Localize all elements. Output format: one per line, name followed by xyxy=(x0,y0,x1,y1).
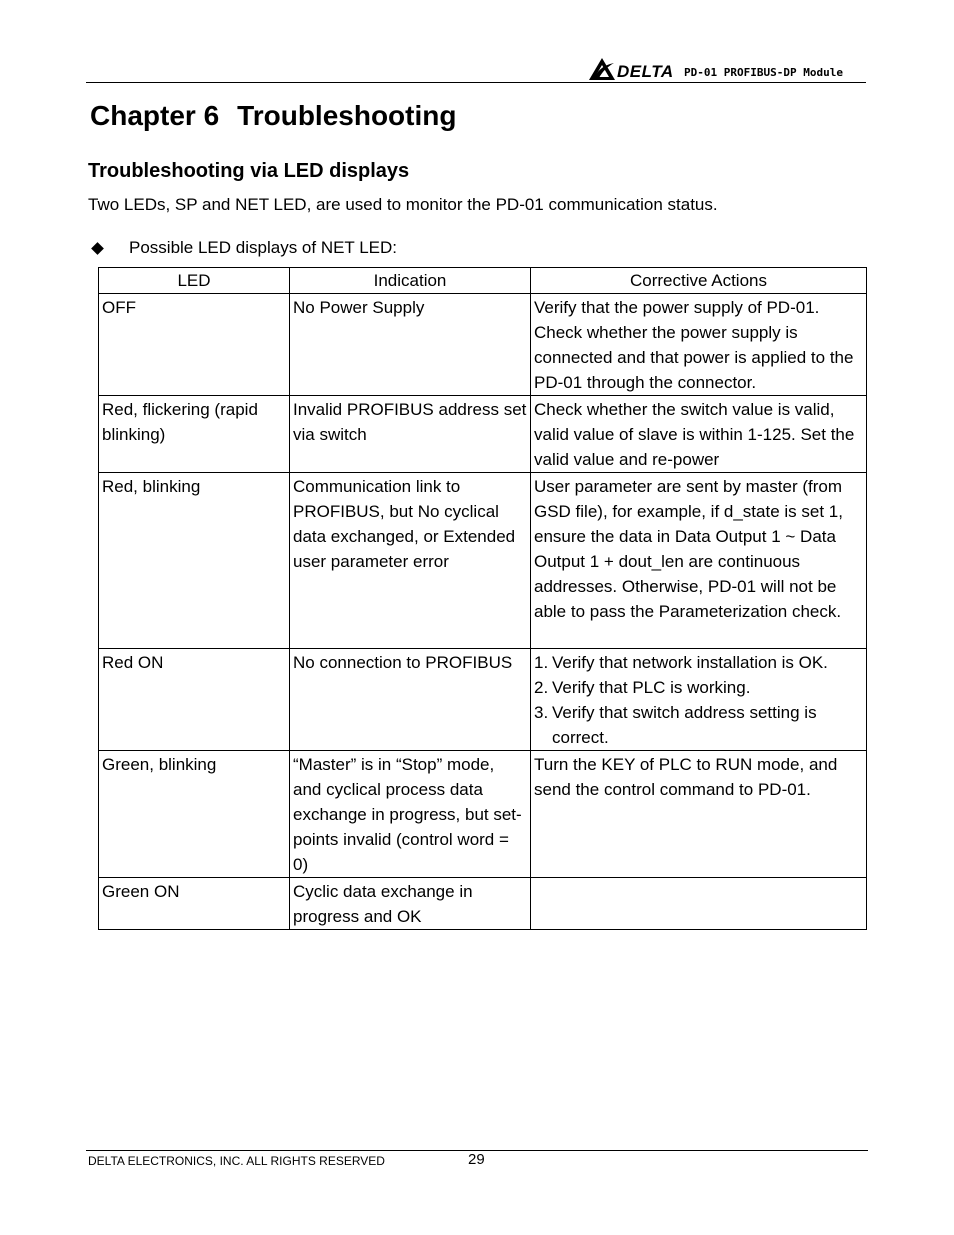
table-row xyxy=(99,751,867,878)
list-item xyxy=(534,675,863,700)
step-number: 2. xyxy=(534,678,549,697)
cell-indication: No connection to PROFIBUS xyxy=(290,649,531,751)
cell-led: Green ON xyxy=(99,878,290,930)
delta-triangle-icon xyxy=(588,57,616,81)
logo-text: DELTA xyxy=(617,62,674,81)
cell-indication: No Power Supply xyxy=(290,294,531,396)
cell-indication: Invalid PROFIBUS address set via switch xyxy=(290,396,531,473)
header-divider xyxy=(86,82,866,83)
cell-led: OFF xyxy=(99,294,290,396)
table-row xyxy=(99,878,867,930)
bullet-item xyxy=(90,237,397,259)
footer-copyright: DELTA ELECTRONICS, INC. ALL RIGHTS RESERVED xyxy=(88,1154,385,1168)
delta-logo xyxy=(588,55,674,81)
section-title: Troubleshooting via LED displays xyxy=(88,160,410,182)
step-text: Verify that switch address setting is correct. xyxy=(552,703,817,747)
table-row xyxy=(99,473,867,649)
chapter-title xyxy=(90,99,456,133)
module-title: PD-01 PROFIBUS-DP Module xyxy=(684,66,843,79)
table-row xyxy=(99,396,867,473)
step-number: 1. xyxy=(534,653,549,672)
header-indication: Indication xyxy=(290,268,531,294)
table-row xyxy=(99,649,867,751)
list-item xyxy=(534,650,863,675)
bullet-text: Possible LED displays of NET LED: xyxy=(129,238,398,257)
cell-led: Red ON xyxy=(99,649,290,751)
cell-indication: Cyclic data exchange in progress and OK xyxy=(290,878,531,930)
diamond-bullet-icon xyxy=(91,242,104,255)
cell-action: Check whether the switch value is valid, valid value of slave is within 1-125. Set the valid value and re-power xyxy=(531,396,867,473)
cell-action: Turn the KEY of PLC to RUN mode, and send the control command to PD-01. xyxy=(531,751,867,878)
cell-indication: “Master” is in “Stop” mode, and cyclical process data exchange in progress, but set-points invalid (control word = 0) xyxy=(290,751,531,878)
cell-action xyxy=(531,649,867,751)
chapter-number: Chapter 6 xyxy=(90,100,220,131)
cell-action xyxy=(531,878,867,930)
step-text: Verify that PLC is working. xyxy=(552,678,751,697)
table-header-row xyxy=(99,268,867,294)
action-steps-list xyxy=(534,650,863,750)
list-item xyxy=(534,700,863,750)
header-corrective-actions: Corrective Actions xyxy=(531,268,867,294)
cell-action: User parameter are sent by master (from GSD file), for example, if d_state is set 1, ensure the data in Data Output 1 ~ Data Output 1 + dout_len are continuous addresses. Otherwise, PD-01 will not be able to pass the Parameterization check. xyxy=(531,473,867,649)
step-text: Verify that network installation is OK. xyxy=(552,653,828,672)
cell-led: Green, blinking xyxy=(99,751,290,878)
intro-paragraph: Two LEDs, SP and NET LED, are used to monitor the PD-01 communication status. xyxy=(88,195,718,214)
cell-led: Red, flickering (rapid blinking) xyxy=(99,396,290,473)
page-number: 29 xyxy=(468,1151,485,1168)
header-led: LED xyxy=(99,268,290,294)
table-row xyxy=(99,294,867,396)
led-status-table xyxy=(98,267,867,930)
step-number: 3. xyxy=(534,703,549,722)
cell-indication: Communication link to PROFIBUS, but No cyclical data exchanged, or Extended user parameter error xyxy=(290,473,531,649)
chapter-name: Troubleshooting xyxy=(237,100,457,131)
cell-action: Verify that the power supply of PD-01. Check whether the power supply is connected and that power is applied to the PD-01 through the connector. xyxy=(531,294,867,396)
cell-led: Red, blinking xyxy=(99,473,290,649)
